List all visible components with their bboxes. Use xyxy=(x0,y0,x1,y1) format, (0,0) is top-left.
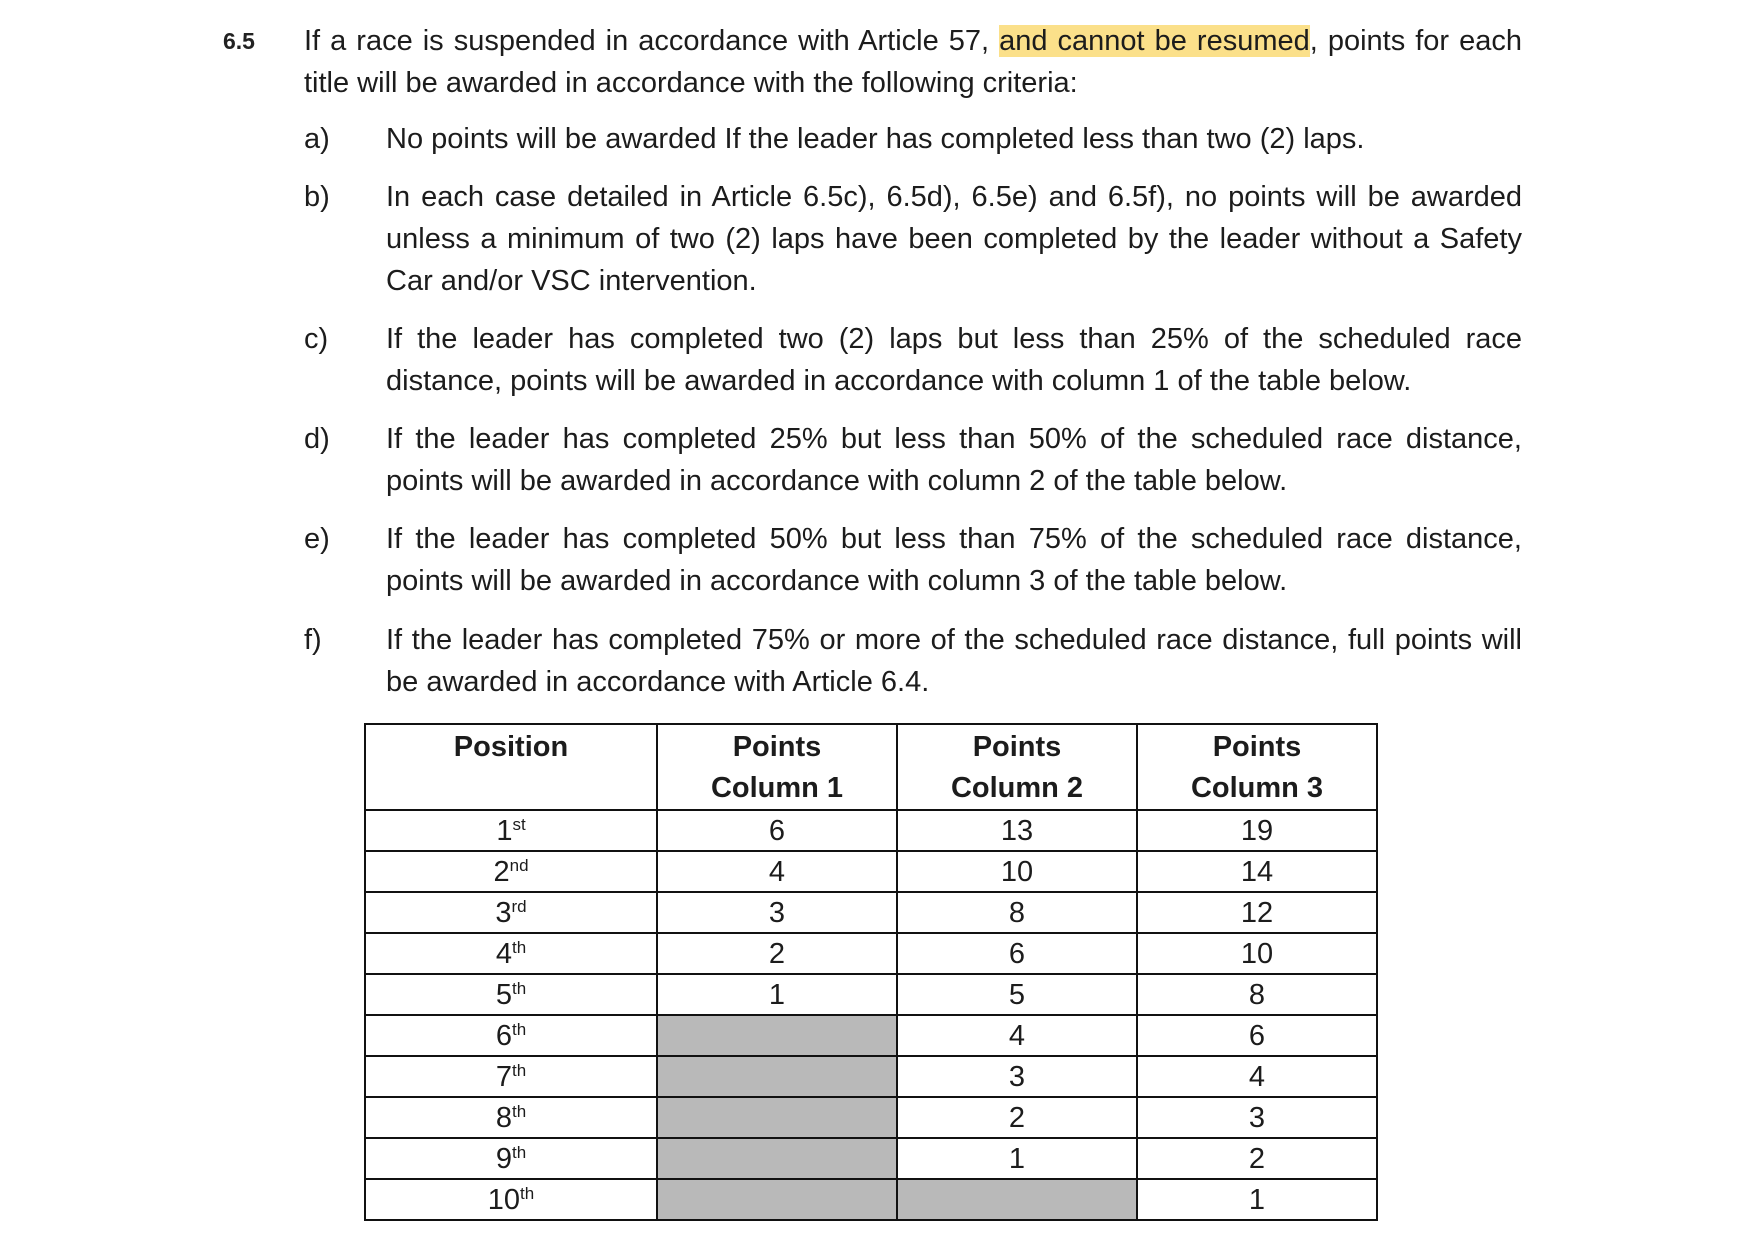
points-c1-cell xyxy=(657,1179,897,1220)
section-number: 6.5 xyxy=(223,28,255,54)
table-row xyxy=(365,1015,1377,1056)
clause-text: In each case detailed in Article 6.5c), 6.5d), 6.5e) and 6.5f), no points will be awarded unless a minimum of two (2) laps have been completed by the leader without a Safety Car and/or VSC intervention. xyxy=(386,181,1522,297)
clause-label: f) xyxy=(304,624,322,656)
intro-text-end: , points for each title will be awarded in accordance with the following criteria: xyxy=(304,25,1522,99)
points-c1-cell xyxy=(657,1097,897,1138)
points-c2-cell: 1 xyxy=(897,1138,1137,1179)
points-c2-cell: 5 xyxy=(897,974,1137,1015)
header-column-3: Points Column 3 xyxy=(1137,724,1377,810)
clause-c xyxy=(304,318,1522,402)
points-c1-cell: 3 xyxy=(657,892,897,933)
points-c2-cell: 8 xyxy=(897,892,1137,933)
clause-label: d) xyxy=(304,423,330,455)
points-c1-cell: 6 xyxy=(657,810,897,851)
clause-text: If the leader has completed 25% but less than 50% of the scheduled race distance, points will be awarded in accordance with column 2 of the table below. xyxy=(386,423,1522,497)
position-cell: 4th xyxy=(365,933,657,974)
points-c1-cell xyxy=(657,1056,897,1097)
position-cell: 6th xyxy=(365,1015,657,1056)
clause-a xyxy=(304,118,1522,160)
position-cell: 2nd xyxy=(365,851,657,892)
table-row xyxy=(365,1138,1377,1179)
position-cell: 7th xyxy=(365,1056,657,1097)
clause-b xyxy=(304,176,1522,302)
position-cell: 3rd xyxy=(365,892,657,933)
points-table xyxy=(364,723,1378,1221)
clause-label: b) xyxy=(304,181,330,213)
points-c2-cell: 3 xyxy=(897,1056,1137,1097)
section-intro xyxy=(304,20,1522,104)
intro-text: If a race is suspended in accordance with Article 57, xyxy=(304,25,1000,57)
clause-label: c) xyxy=(304,323,329,355)
clause-d xyxy=(304,418,1522,502)
points-c1-cell: 2 xyxy=(657,933,897,974)
table-row xyxy=(365,1097,1377,1138)
points-c1-cell xyxy=(657,1015,897,1056)
points-c3-cell: 1 xyxy=(1137,1179,1377,1220)
header-column-2: Points Column 2 xyxy=(897,724,1137,810)
points-c3-cell: 10 xyxy=(1137,933,1377,974)
points-c3-cell: 4 xyxy=(1137,1056,1377,1097)
highlighted-text: and cannot be resumed xyxy=(999,25,1310,57)
position-cell: 8th xyxy=(365,1097,657,1138)
points-c2-cell: 6 xyxy=(897,933,1137,974)
points-c3-cell: 14 xyxy=(1137,851,1377,892)
clause-text: If the leader has completed two (2) laps but less than 25% of the scheduled race distance, points will be awarded in accordance with column 1 of the table below. xyxy=(386,323,1522,397)
header-position: Position xyxy=(365,724,657,810)
position-cell: 1st xyxy=(365,810,657,851)
clause-e xyxy=(304,518,1522,602)
table-row xyxy=(365,1179,1377,1220)
points-c1-cell: 4 xyxy=(657,851,897,892)
table-header-row xyxy=(365,724,1377,810)
points-c3-cell: 6 xyxy=(1137,1015,1377,1056)
clause-text: No points will be awarded If the leader has completed less than two (2) laps. xyxy=(386,123,1365,155)
clause-f xyxy=(304,619,1522,703)
points-c3-cell: 3 xyxy=(1137,1097,1377,1138)
table-row xyxy=(365,974,1377,1015)
points-c2-cell xyxy=(897,1179,1137,1220)
points-c3-cell: 8 xyxy=(1137,974,1377,1015)
clause-text: If the leader has completed 75% or more of the scheduled race distance, full points will be awarded in accordance with Article 6.4. xyxy=(386,624,1522,698)
clause-text: If the leader has completed 50% but less than 75% of the scheduled race distance, points will be awarded in accordance with column 3 of the table below. xyxy=(386,523,1522,597)
points-c1-cell xyxy=(657,1138,897,1179)
position-cell: 5th xyxy=(365,974,657,1015)
clause-label: a) xyxy=(304,123,330,155)
table-row xyxy=(365,892,1377,933)
points-c1-cell: 1 xyxy=(657,974,897,1015)
header-column-1: Points Column 1 xyxy=(657,724,897,810)
points-c2-cell: 13 xyxy=(897,810,1137,851)
points-c3-cell: 2 xyxy=(1137,1138,1377,1179)
points-c2-cell: 10 xyxy=(897,851,1137,892)
position-cell: 10th xyxy=(365,1179,657,1220)
points-c3-cell: 12 xyxy=(1137,892,1377,933)
points-c2-cell: 2 xyxy=(897,1097,1137,1138)
table-row xyxy=(365,933,1377,974)
clause-label: e) xyxy=(304,523,330,555)
table-row xyxy=(365,851,1377,892)
points-c3-cell: 19 xyxy=(1137,810,1377,851)
table-row xyxy=(365,1056,1377,1097)
position-cell: 9th xyxy=(365,1138,657,1179)
table-row xyxy=(365,810,1377,851)
table-body xyxy=(365,810,1377,1220)
points-c2-cell: 4 xyxy=(897,1015,1137,1056)
